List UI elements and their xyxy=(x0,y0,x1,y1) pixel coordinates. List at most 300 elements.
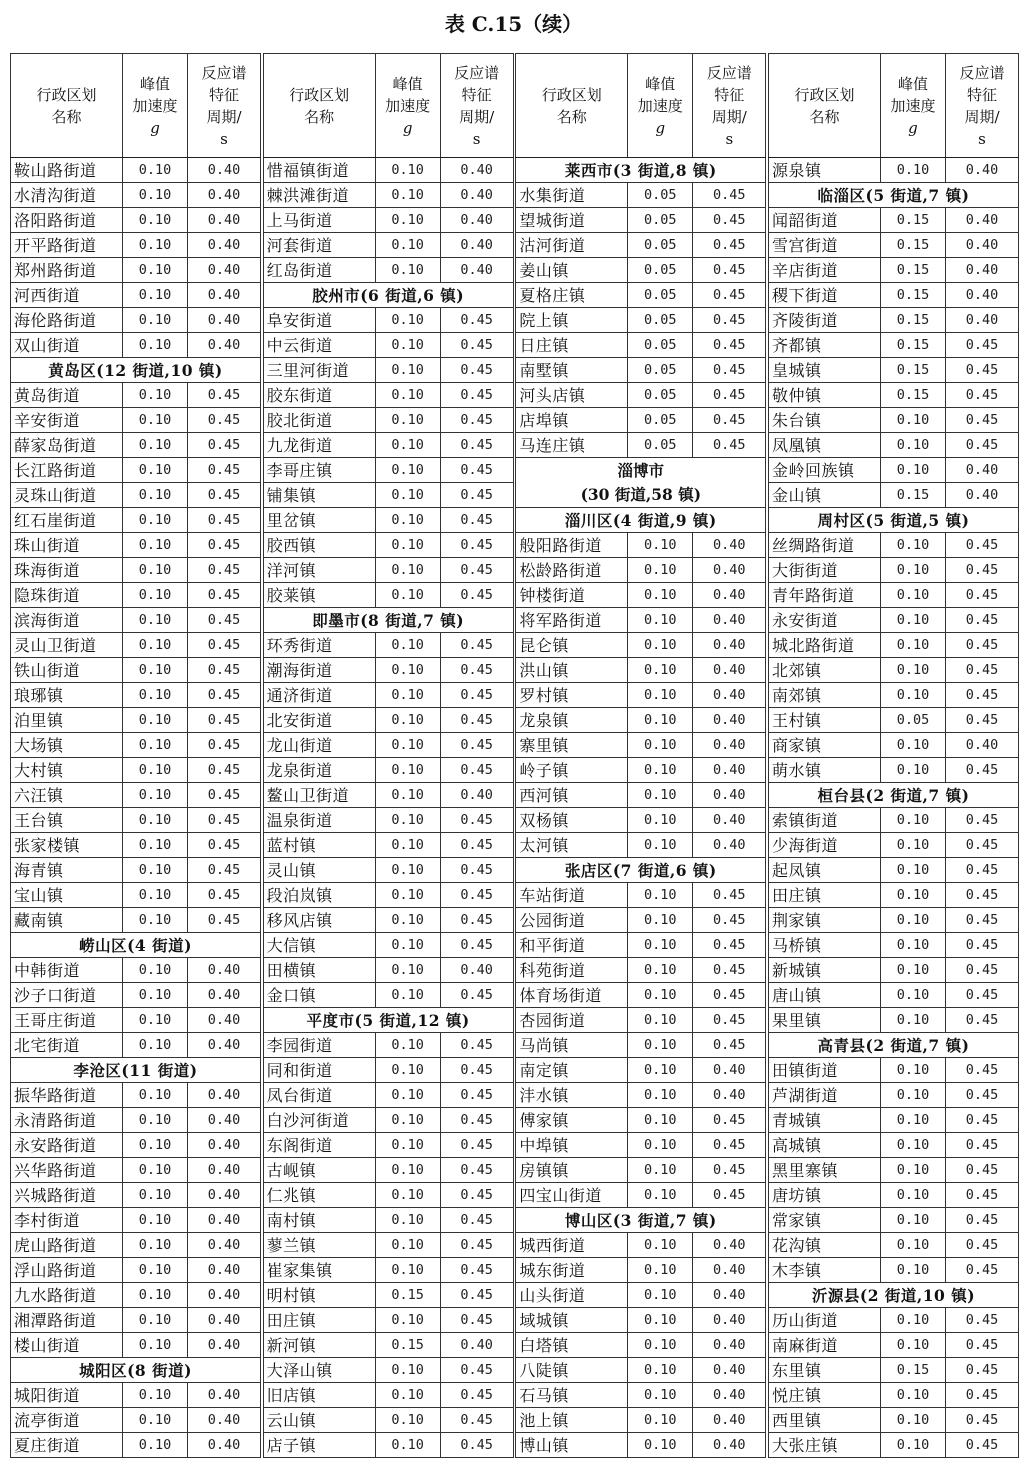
characteristic-period: 0.40 xyxy=(693,683,766,708)
peak-acceleration: 0.10 xyxy=(375,1383,440,1408)
table-row xyxy=(263,1058,513,1083)
district-name: 丝绸路街道 xyxy=(768,533,880,558)
header-text: 峰值 xyxy=(897,74,928,93)
peak-acceleration: 0.10 xyxy=(375,1058,440,1083)
district-name: 中云街道 xyxy=(263,333,375,358)
district-name: 岭子镇 xyxy=(516,758,628,783)
characteristic-period: 0.45 xyxy=(440,1283,513,1308)
characteristic-period: 0.40 xyxy=(188,1083,261,1108)
table-row xyxy=(263,158,513,183)
characteristic-period: 0.45 xyxy=(945,1433,1018,1458)
group-heading: 黄岛区(12 街道,10 镇) xyxy=(11,358,261,383)
characteristic-period: 0.45 xyxy=(693,208,766,233)
characteristic-period: 0.40 xyxy=(188,308,261,333)
table-row xyxy=(263,1158,513,1183)
district-name: 长江路街道 xyxy=(11,458,123,483)
district-name: 起凤镇 xyxy=(768,858,880,883)
peak-acceleration: 0.10 xyxy=(123,1208,188,1233)
characteristic-period: 0.45 xyxy=(945,1308,1018,1333)
header-pga-cell xyxy=(123,54,188,158)
district-name: 域城镇 xyxy=(516,1308,628,1333)
district-name: 店子镇 xyxy=(263,1433,375,1458)
peak-acceleration: 0.10 xyxy=(375,1183,440,1208)
district-name: 上马街道 xyxy=(263,208,375,233)
peak-acceleration: 0.05 xyxy=(628,408,693,433)
table-row xyxy=(11,1158,261,1183)
district-name: 河西街道 xyxy=(11,283,123,308)
district-name: 石马镇 xyxy=(516,1383,628,1408)
peak-acceleration: 0.05 xyxy=(628,183,693,208)
district-name: 山头街道 xyxy=(516,1283,628,1308)
district-name: 和平街道 xyxy=(516,933,628,958)
header-text: g xyxy=(402,118,413,137)
characteristic-period: 0.45 xyxy=(945,533,1018,558)
characteristic-period: 0.45 xyxy=(945,833,1018,858)
peak-acceleration: 0.10 xyxy=(880,1258,945,1283)
peak-acceleration: 0.10 xyxy=(123,1133,188,1158)
characteristic-period: 0.45 xyxy=(945,1133,1018,1158)
table-row xyxy=(11,308,261,333)
characteristic-period: 0.45 xyxy=(945,958,1018,983)
characteristic-period: 0.40 xyxy=(188,283,261,308)
header-name-cell xyxy=(516,54,628,158)
table-row xyxy=(768,908,1018,933)
peak-acceleration: 0.10 xyxy=(628,633,693,658)
characteristic-period: 0.45 xyxy=(945,333,1018,358)
peak-acceleration: 0.10 xyxy=(880,883,945,908)
characteristic-period: 0.45 xyxy=(945,858,1018,883)
table-row xyxy=(263,383,513,408)
characteristic-period: 0.45 xyxy=(693,933,766,958)
peak-acceleration: 0.10 xyxy=(123,483,188,508)
table-row xyxy=(516,1033,766,1058)
peak-acceleration: 0.10 xyxy=(880,1208,945,1233)
table-row xyxy=(516,1108,766,1133)
peak-acceleration: 0.10 xyxy=(375,1158,440,1183)
table-row xyxy=(768,608,1018,633)
characteristic-period: 0.40 xyxy=(188,1133,261,1158)
table-row xyxy=(516,358,766,383)
peak-acceleration: 0.10 xyxy=(375,1433,440,1458)
district-name: 唐坊镇 xyxy=(768,1183,880,1208)
characteristic-period: 0.40 xyxy=(693,533,766,558)
table-row xyxy=(516,333,766,358)
characteristic-period: 0.45 xyxy=(945,558,1018,583)
peak-acceleration: 0.10 xyxy=(628,833,693,858)
characteristic-period: 0.40 xyxy=(188,208,261,233)
peak-acceleration: 0.10 xyxy=(123,908,188,933)
peak-acceleration: 0.10 xyxy=(375,358,440,383)
characteristic-period: 0.45 xyxy=(945,1383,1018,1408)
district-name: 历山街道 xyxy=(768,1308,880,1333)
table-row xyxy=(768,758,1018,783)
characteristic-period: 0.45 xyxy=(440,483,513,508)
district-name: 龙泉街道 xyxy=(263,758,375,783)
peak-acceleration: 0.10 xyxy=(628,1233,693,1258)
district-name: 金口镇 xyxy=(263,983,375,1008)
table-row xyxy=(768,1408,1018,1433)
district-name: 城西街道 xyxy=(516,1233,628,1258)
characteristic-period: 0.45 xyxy=(188,733,261,758)
header-period-cell xyxy=(188,54,261,158)
peak-acceleration: 0.10 xyxy=(880,1108,945,1133)
group-heading: 淄川区(4 街道,9 镇) xyxy=(516,508,766,533)
table-row xyxy=(516,1433,766,1458)
district-name: 朱台镇 xyxy=(768,408,880,433)
table-row xyxy=(11,458,261,483)
peak-acceleration: 0.10 xyxy=(123,433,188,458)
table-row xyxy=(516,1008,766,1033)
peak-acceleration: 0.10 xyxy=(123,233,188,258)
peak-acceleration: 0.05 xyxy=(628,333,693,358)
district-name: 新城镇 xyxy=(768,958,880,983)
table-row xyxy=(516,408,766,433)
header-text: g xyxy=(655,118,666,137)
table-row xyxy=(263,1283,513,1308)
peak-acceleration: 0.10 xyxy=(123,958,188,983)
characteristic-period: 0.45 xyxy=(945,583,1018,608)
peak-acceleration: 0.10 xyxy=(123,1333,188,1358)
characteristic-period: 0.40 xyxy=(188,1383,261,1408)
table-row xyxy=(768,1333,1018,1358)
characteristic-period: 0.45 xyxy=(945,983,1018,1008)
characteristic-period: 0.45 xyxy=(440,708,513,733)
table-row xyxy=(768,1158,1018,1183)
peak-acceleration: 0.10 xyxy=(123,783,188,808)
characteristic-period: 0.40 xyxy=(188,1183,261,1208)
district-name: 夏庄街道 xyxy=(11,1433,123,1458)
district-name: 闻韶街道 xyxy=(768,208,880,233)
characteristic-period: 0.40 xyxy=(188,158,261,183)
characteristic-period: 0.45 xyxy=(440,858,513,883)
table-row xyxy=(768,408,1018,433)
characteristic-period: 0.45 xyxy=(440,1108,513,1133)
group-heading: 临淄区(5 街道,7 镇) xyxy=(768,183,1018,208)
peak-acceleration: 0.15 xyxy=(375,1333,440,1358)
peak-acceleration: 0.10 xyxy=(628,908,693,933)
district-name: 洋河镇 xyxy=(263,558,375,583)
table-row xyxy=(768,433,1018,458)
characteristic-period: 0.45 xyxy=(440,333,513,358)
table-row xyxy=(11,433,261,458)
characteristic-period: 0.45 xyxy=(440,983,513,1008)
table-row xyxy=(11,1283,261,1308)
characteristic-period: 0.45 xyxy=(440,683,513,708)
district-name: 王村镇 xyxy=(768,708,880,733)
peak-acceleration: 0.10 xyxy=(628,533,693,558)
characteristic-period: 0.40 xyxy=(188,1258,261,1283)
characteristic-period: 0.40 xyxy=(440,958,513,983)
district-name: 商家镇 xyxy=(768,733,880,758)
characteristic-period: 0.40 xyxy=(188,1108,261,1133)
table-row xyxy=(11,633,261,658)
district-name: 仁兆镇 xyxy=(263,1183,375,1208)
peak-acceleration: 0.05 xyxy=(628,283,693,308)
peak-acceleration: 0.10 xyxy=(628,1008,693,1033)
table-row xyxy=(516,433,766,458)
header-row xyxy=(768,54,1018,158)
characteristic-period: 0.45 xyxy=(188,508,261,533)
table-row xyxy=(263,308,513,333)
characteristic-period: 0.45 xyxy=(693,333,766,358)
table-panel xyxy=(768,53,1019,1458)
district-name: 白塔镇 xyxy=(516,1333,628,1358)
peak-acceleration: 0.10 xyxy=(628,1383,693,1408)
peak-acceleration: 0.10 xyxy=(628,1183,693,1208)
peak-acceleration: 0.10 xyxy=(880,408,945,433)
header-text: s xyxy=(220,129,228,148)
table-row xyxy=(11,683,261,708)
district-name: 隐珠街道 xyxy=(11,583,123,608)
characteristic-period: 0.45 xyxy=(188,583,261,608)
characteristic-period: 0.40 xyxy=(693,783,766,808)
characteristic-period: 0.40 xyxy=(945,458,1018,483)
characteristic-period: 0.45 xyxy=(945,758,1018,783)
table-row xyxy=(516,1383,766,1408)
table-row xyxy=(768,1083,1018,1108)
district-name: 沽河街道 xyxy=(516,233,628,258)
header-text: 周期/ xyxy=(711,107,747,126)
group-row xyxy=(516,458,766,508)
peak-acceleration: 0.10 xyxy=(880,583,945,608)
header-row xyxy=(263,54,513,158)
district-name: 南郊镇 xyxy=(768,683,880,708)
table-row xyxy=(516,783,766,808)
peak-acceleration: 0.10 xyxy=(375,683,440,708)
table-row xyxy=(768,258,1018,283)
table-row xyxy=(263,858,513,883)
characteristic-period: 0.45 xyxy=(440,1233,513,1258)
table-row xyxy=(11,908,261,933)
characteristic-period: 0.45 xyxy=(693,258,766,283)
header-period-cell xyxy=(945,54,1018,158)
characteristic-period: 0.40 xyxy=(693,1408,766,1433)
district-name: 金岭回族镇 xyxy=(768,458,880,483)
peak-acceleration: 0.10 xyxy=(880,1433,945,1458)
characteristic-period: 0.40 xyxy=(945,283,1018,308)
header-text: 名称 xyxy=(304,107,335,126)
district-name: 店埠镇 xyxy=(516,408,628,433)
peak-acceleration: 0.10 xyxy=(123,1433,188,1458)
peak-acceleration: 0.10 xyxy=(880,1308,945,1333)
peak-acceleration: 0.10 xyxy=(628,658,693,683)
district-name: 院上镇 xyxy=(516,308,628,333)
district-name: 红石崖街道 xyxy=(11,508,123,533)
header-text: 反应谱 xyxy=(201,63,247,82)
table-row xyxy=(768,358,1018,383)
peak-acceleration: 0.10 xyxy=(880,1158,945,1183)
characteristic-period: 0.45 xyxy=(945,1158,1018,1183)
table-row xyxy=(516,1333,766,1358)
peak-acceleration: 0.10 xyxy=(123,1108,188,1133)
table-row xyxy=(768,483,1018,508)
header-text: 周期/ xyxy=(459,107,495,126)
district-name: 潮海街道 xyxy=(263,658,375,683)
peak-acceleration: 0.10 xyxy=(375,458,440,483)
group-heading: 城阳区(8 街道) xyxy=(11,1358,261,1383)
peak-acceleration: 0.10 xyxy=(628,1058,693,1083)
peak-acceleration: 0.05 xyxy=(628,308,693,333)
table-row xyxy=(516,583,766,608)
peak-acceleration: 0.10 xyxy=(880,633,945,658)
peak-acceleration: 0.10 xyxy=(375,408,440,433)
characteristic-period: 0.40 xyxy=(693,733,766,758)
characteristic-period: 0.45 xyxy=(945,1408,1018,1433)
group-row xyxy=(768,1283,1018,1308)
district-name: 东阁街道 xyxy=(263,1133,375,1158)
district-name: 齐陵街道 xyxy=(768,308,880,333)
district-name: 云山镇 xyxy=(263,1408,375,1433)
table-row xyxy=(516,1358,766,1383)
district-name: 旧店镇 xyxy=(263,1383,375,1408)
table-row xyxy=(263,433,513,458)
characteristic-period: 0.45 xyxy=(945,1008,1018,1033)
table-row xyxy=(263,833,513,858)
district-name: 李哥庄镇 xyxy=(263,458,375,483)
district-name: 三里河街道 xyxy=(263,358,375,383)
district-name: 惜福镇街道 xyxy=(263,158,375,183)
district-name: 田庄镇 xyxy=(768,883,880,908)
characteristic-period: 0.40 xyxy=(693,1283,766,1308)
characteristic-period: 0.45 xyxy=(188,383,261,408)
district-name: 木李镇 xyxy=(768,1258,880,1283)
peak-acceleration: 0.15 xyxy=(880,258,945,283)
district-name: 龙山街道 xyxy=(263,733,375,758)
table-row xyxy=(516,533,766,558)
peak-acceleration: 0.10 xyxy=(628,1308,693,1333)
table-row xyxy=(263,1083,513,1108)
peak-acceleration: 0.10 xyxy=(880,833,945,858)
table-row xyxy=(11,1033,261,1058)
peak-acceleration: 0.10 xyxy=(628,1358,693,1383)
characteristic-period: 0.45 xyxy=(945,1058,1018,1083)
table-row xyxy=(263,1308,513,1333)
header-text: 加速度 xyxy=(132,96,178,115)
peak-acceleration: 0.10 xyxy=(375,433,440,458)
table-row xyxy=(768,1308,1018,1333)
district-name: 芦湖街道 xyxy=(768,1083,880,1108)
characteristic-period: 0.45 xyxy=(945,408,1018,433)
peak-acceleration: 0.10 xyxy=(375,483,440,508)
group-heading: 平度市(5 街道,12 镇) xyxy=(263,1008,513,1033)
district-name: 凤凰镇 xyxy=(768,433,880,458)
table-row xyxy=(768,633,1018,658)
table-row xyxy=(768,1183,1018,1208)
district-name: 雪宫街道 xyxy=(768,233,880,258)
table-row xyxy=(768,858,1018,883)
characteristic-period: 0.45 xyxy=(693,883,766,908)
peak-acceleration: 0.10 xyxy=(628,1083,693,1108)
group-row xyxy=(263,1008,513,1033)
table-row xyxy=(11,1208,261,1233)
peak-acceleration: 0.10 xyxy=(628,1133,693,1158)
peak-acceleration: 0.15 xyxy=(880,208,945,233)
characteristic-period: 0.45 xyxy=(693,383,766,408)
table-row xyxy=(263,958,513,983)
characteristic-period: 0.40 xyxy=(188,233,261,258)
table-row xyxy=(263,508,513,533)
peak-acceleration: 0.10 xyxy=(628,1333,693,1358)
table-row xyxy=(516,983,766,1008)
district-name: 开平路街道 xyxy=(11,233,123,258)
table-row xyxy=(768,1208,1018,1233)
district-name: 田庄镇 xyxy=(263,1308,375,1333)
peak-acceleration: 0.10 xyxy=(880,558,945,583)
district-name: 明村镇 xyxy=(263,1283,375,1308)
peak-acceleration: 0.10 xyxy=(628,1433,693,1458)
district-name: 皇城镇 xyxy=(768,358,880,383)
peak-acceleration: 0.10 xyxy=(123,833,188,858)
district-name: 马尚镇 xyxy=(516,1033,628,1058)
district-name: 城东街道 xyxy=(516,1258,628,1283)
district-name: 里岔镇 xyxy=(263,508,375,533)
peak-acceleration: 0.10 xyxy=(375,1308,440,1333)
characteristic-period: 0.45 xyxy=(440,1033,513,1058)
characteristic-period: 0.40 xyxy=(188,1283,261,1308)
district-name: 大村镇 xyxy=(11,758,123,783)
table-row xyxy=(768,283,1018,308)
table-row xyxy=(768,1383,1018,1408)
district-name: 敬仲镇 xyxy=(768,383,880,408)
table-row xyxy=(11,1083,261,1108)
district-name: 常家镇 xyxy=(768,1208,880,1233)
district-name: 博山镇 xyxy=(516,1433,628,1458)
characteristic-period: 0.45 xyxy=(440,1408,513,1433)
table-row xyxy=(11,958,261,983)
table-row xyxy=(11,1133,261,1158)
characteristic-period: 0.40 xyxy=(693,1308,766,1333)
district-name: 流亭街道 xyxy=(11,1408,123,1433)
peak-acceleration: 0.10 xyxy=(880,733,945,758)
peak-acceleration: 0.05 xyxy=(628,358,693,383)
characteristic-period: 0.40 xyxy=(188,1433,261,1458)
header-text: 周期/ xyxy=(964,107,1000,126)
table-row xyxy=(768,658,1018,683)
peak-acceleration: 0.10 xyxy=(375,708,440,733)
peak-acceleration: 0.10 xyxy=(880,933,945,958)
header-text: 特征 xyxy=(461,85,492,104)
district-name: 金山镇 xyxy=(768,483,880,508)
table-row xyxy=(768,533,1018,558)
table-row xyxy=(11,658,261,683)
peak-acceleration: 0.10 xyxy=(123,733,188,758)
district-name: 九龙街道 xyxy=(263,433,375,458)
characteristic-period: 0.45 xyxy=(188,433,261,458)
district-name: 双山街道 xyxy=(11,333,123,358)
characteristic-period: 0.40 xyxy=(188,958,261,983)
table-row xyxy=(516,283,766,308)
table-row xyxy=(768,233,1018,258)
characteristic-period: 0.40 xyxy=(440,233,513,258)
district-name: 永安路街道 xyxy=(11,1133,123,1158)
district-name: 同和街道 xyxy=(263,1058,375,1083)
district-name: 兴城路街道 xyxy=(11,1183,123,1208)
table-row xyxy=(263,1108,513,1133)
group-heading: 桓台县(2 街道,7 镇) xyxy=(768,783,1018,808)
district-name: 南定镇 xyxy=(516,1058,628,1083)
peak-acceleration: 0.10 xyxy=(880,433,945,458)
characteristic-period: 0.45 xyxy=(188,808,261,833)
district-name: 鳌山卫街道 xyxy=(263,783,375,808)
group-row xyxy=(263,283,513,308)
table-row xyxy=(263,208,513,233)
characteristic-period: 0.40 xyxy=(693,1333,766,1358)
header-pga-cell xyxy=(880,54,945,158)
table-row xyxy=(768,1258,1018,1283)
characteristic-period: 0.45 xyxy=(188,858,261,883)
table-row xyxy=(263,1433,513,1458)
characteristic-period: 0.45 xyxy=(188,783,261,808)
